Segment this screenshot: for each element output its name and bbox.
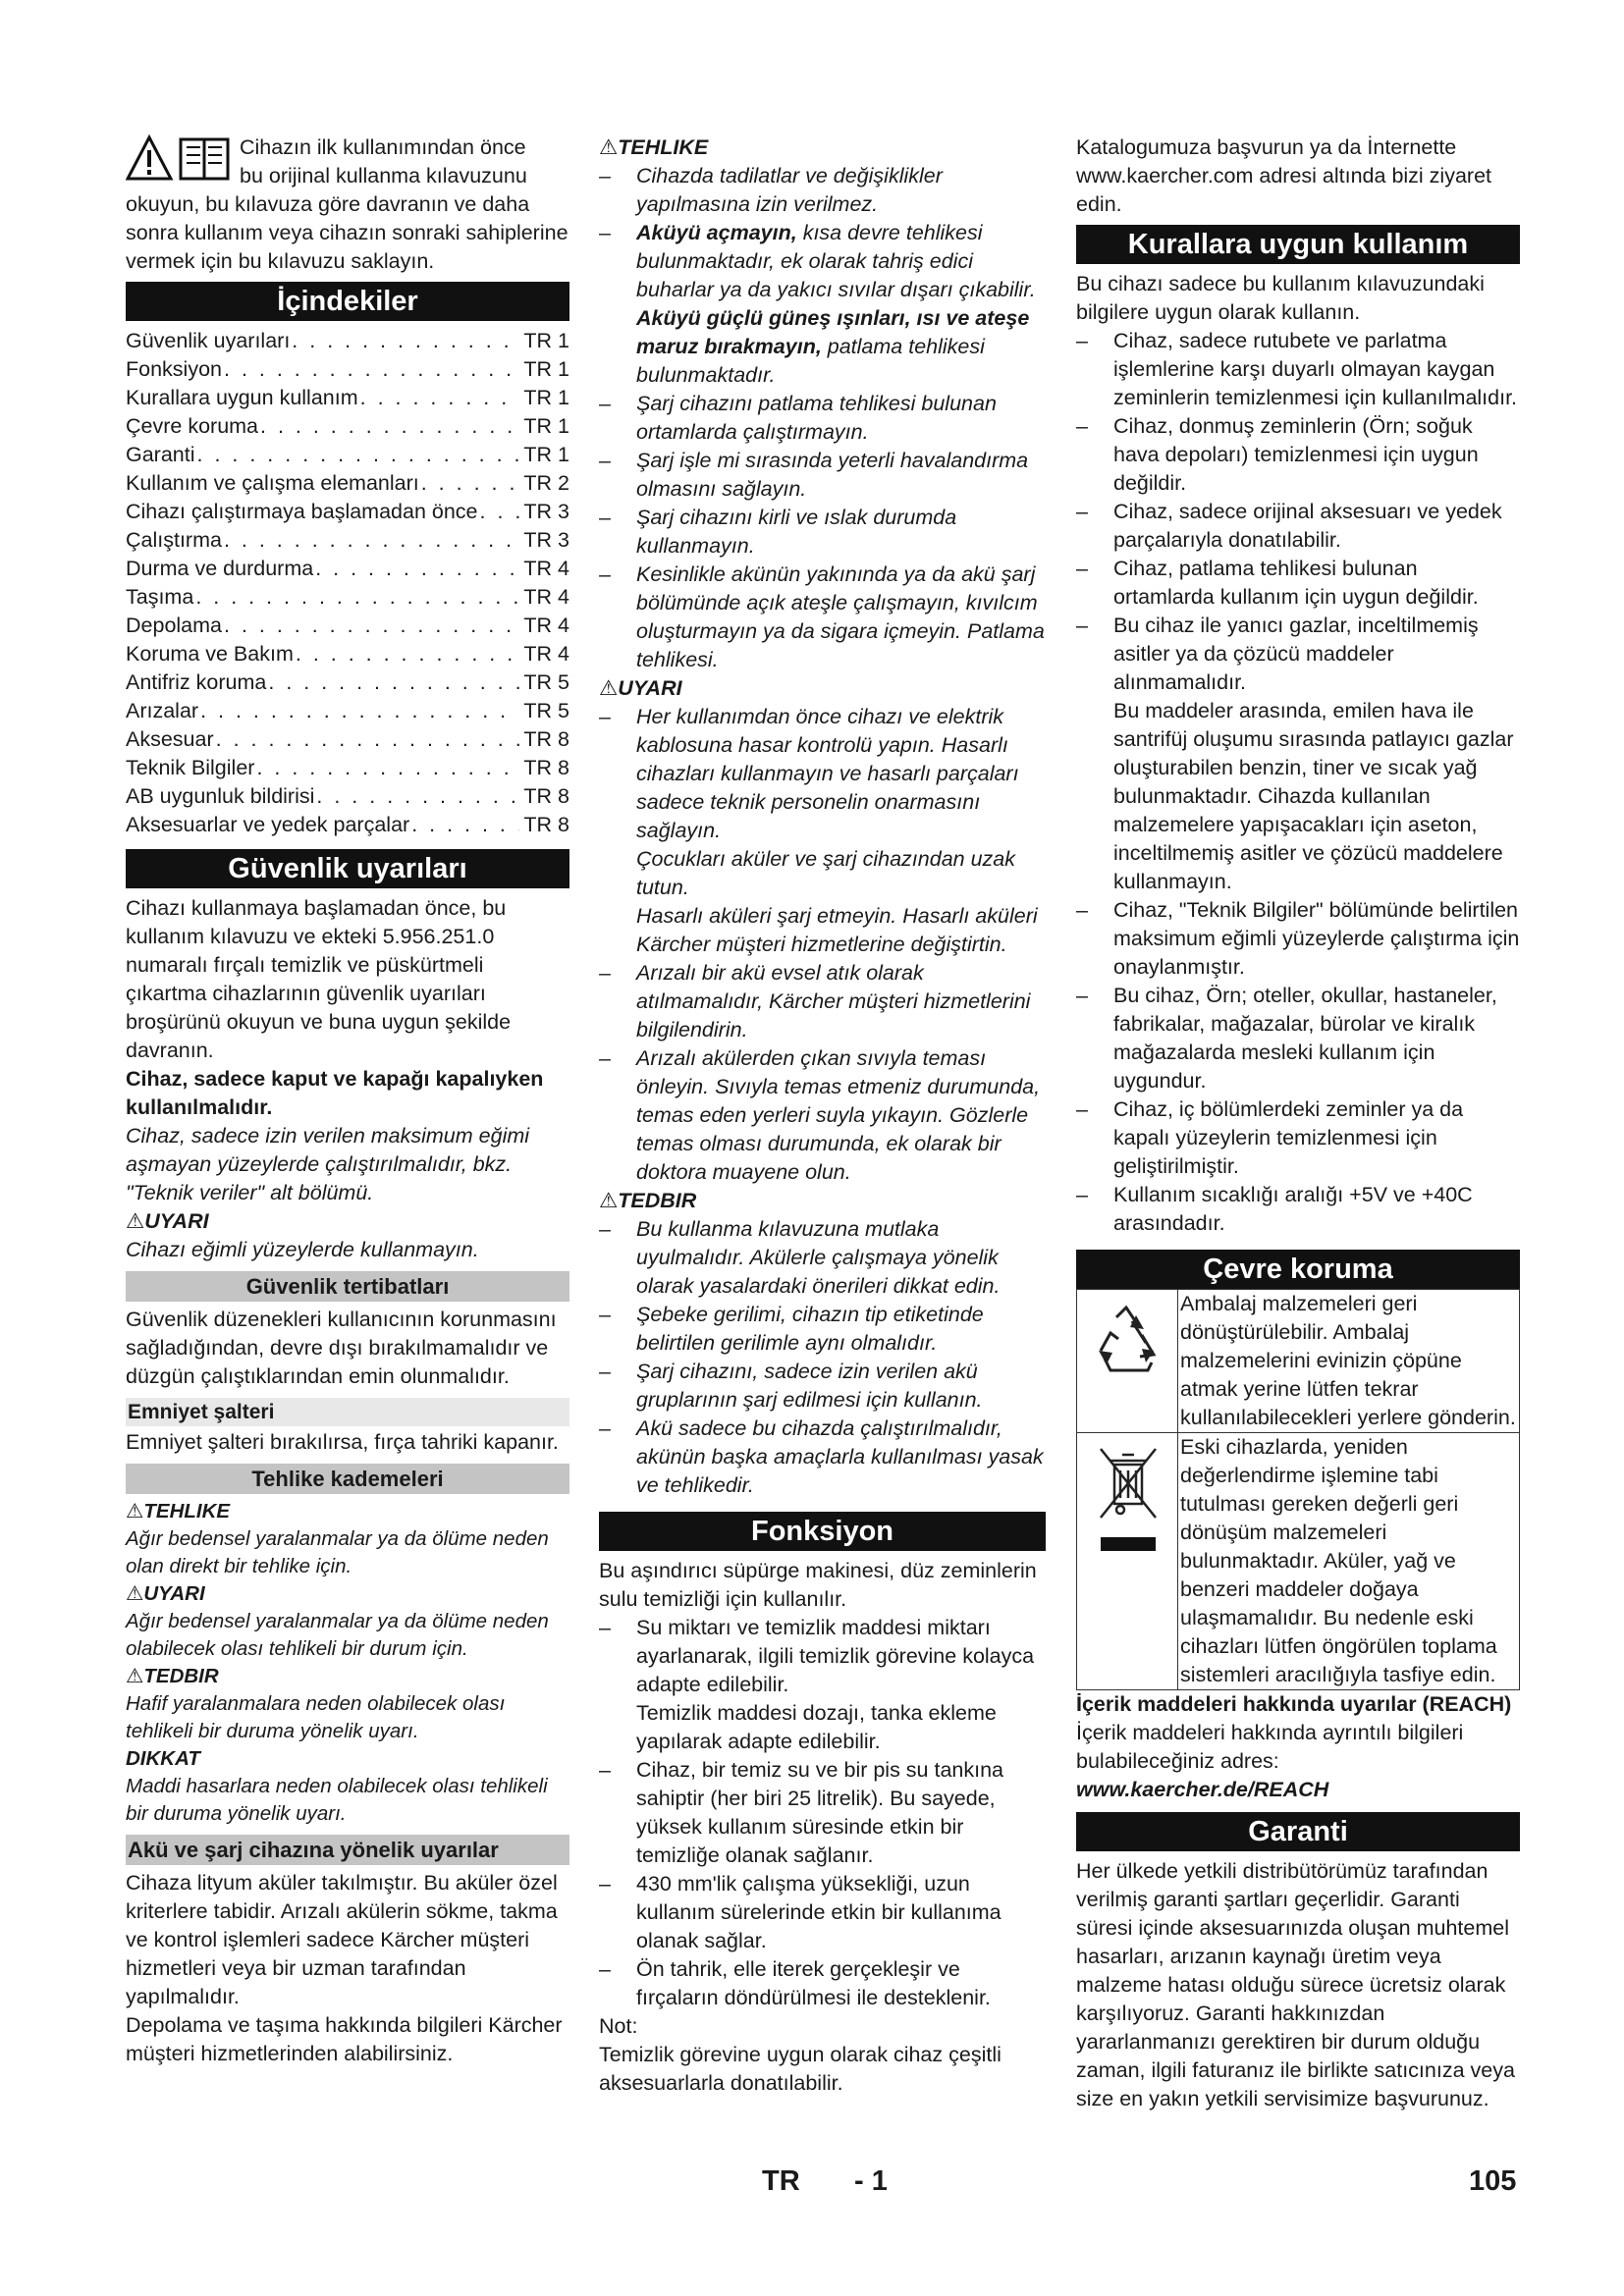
danger-item: – Şarj cihazını kirli ve ıslak durumda kullanmayın. <box>599 504 1046 561</box>
toc-row <box>126 612 569 640</box>
levels-title: Tehlike kademeleri <box>126 1464 569 1494</box>
reach-title: İçerik maddeleri hakkında uyarılar (REACH) <box>1076 1692 1512 1716</box>
warn-item: – Her kullanımdan önce cihazı ve elektrik kablosuna hasar kontrolü yapın. Hasarlı cihazları kullanmayın ve hasarlı parçaları sadece teknik personelin onarmasını sağlayın. <box>599 703 1046 845</box>
level-label: ⚠TEHLIKE <box>126 1500 231 1522</box>
toc-row <box>126 697 569 725</box>
env-row <box>1077 1290 1520 1433</box>
function-title: Fonksiyon <box>599 1512 1046 1551</box>
toc-page: TR 8 <box>523 756 569 779</box>
toc-dots <box>421 469 520 498</box>
toc-dots <box>260 412 519 441</box>
usage-item: – Cihaz, iç bölümlerdeki zeminler ya da kapalı yüzeylerin temizlenmesi için geliştirilmiştir. <box>1076 1095 1520 1181</box>
intro-line1: Cihazın ilk kullanımından önce <box>240 135 526 159</box>
danger-item: – Kesinlikle akünün yakınında ya da akü şarj bölümünde açık ateşle çalışmayın, kıvılcım oluşturmayın ya da sigara içmeyin. Patlama tehlikesi. <box>599 561 1046 674</box>
function-item: – Su miktarı ve temizlik maddesi miktarı ayarlanarak, ilgili temizlik görevine kolayca adapte edilebilir. <box>599 1614 1046 1699</box>
safety-bold-note: Cihaz, sadece kaput ve kapağı kapalıyken kullanılmalıdır. <box>126 1067 544 1119</box>
level-text: Ağır bedensel yaralanmalar ya da ölüme neden olabilecek olası tehlikeli bir durum için. <box>126 1610 549 1660</box>
column-middle <box>599 133 1046 2098</box>
toc-page: TR 1 <box>523 357 569 381</box>
toc-row <box>126 327 569 355</box>
battery-text-2: Depolama ve taşıma hakkında bilgileri Kärcher müşteri hizmetlerinden alabilirsiniz. <box>126 2013 563 2065</box>
note-text: Temizlik görevine uygun olarak cihaz çeşitli aksesuarlarla donatılabilir. <box>599 2043 1001 2095</box>
danger-item-bold-2: Aküyü güçlü güneş ışınları, ısı ve ateşe maruz bırakmayın, <box>636 306 1030 358</box>
toc-page: TR 4 <box>523 557 569 580</box>
safety-title: Güvenlik uyarıları <box>126 849 569 888</box>
toc-row <box>126 498 569 526</box>
toc-label: Cihazı çalıştırmaya başlamadan önce <box>126 500 478 523</box>
catalog-text: Katalogumuza başvurun ya da İnternette www.kaercher.com adresi altında bizi ziyaret edin. <box>1076 135 1492 216</box>
danger-item-text-2: patlama tehlikesi bulunmaktadır. <box>636 335 985 387</box>
danger-item <box>599 219 1046 304</box>
column-left <box>126 133 569 2068</box>
toc-dots <box>268 668 519 697</box>
footer-lang: TR <box>762 2165 800 2197</box>
safety-warn-label: ⚠UYARI <box>126 1209 209 1233</box>
devices-text: Güvenlik düzenekleri kullanıcının korunmasını sağladığından, devre dışı bırakılmamalıdır ve düzgün çalıştıklarından emin olunmalıdır. <box>126 1308 557 1388</box>
caution-item: – Akü sadece bu cihazda çalıştırılmalıdır, akünün başka amaçlarla kullanılması yasak ve tehlikedir. <box>599 1415 1046 1500</box>
toc-page: TR 1 <box>523 329 569 352</box>
toc-label: AB uygunluk bildirisi <box>126 784 315 808</box>
devices-title: Güvenlik tertibatları <box>126 1271 569 1302</box>
function-intro: Bu aşındırıcı süpürge makinesi, düz zeminlerin sulu temizliği için kullanılır. <box>599 1559 1037 1611</box>
toc-label: Kurallara uygun kullanım <box>126 386 358 409</box>
toc-row <box>126 526 569 555</box>
toc-dots <box>316 782 519 811</box>
intro-text: okuyun, bu kılavuza göre davranın ve daha sonra kullanım veya cihazın sonraki sahiplerine vermek için bu kılavuzu saklayın. <box>126 192 568 273</box>
toc-dots <box>256 754 519 782</box>
danger-item: – Cihazda tadilatlar ve değişiklikler yapılmasına izin verilmez. <box>599 162 1046 219</box>
toc-label: Aksesuarlar ve yedek parçalar <box>126 813 410 836</box>
toc-dots <box>480 498 520 526</box>
battery-text: Cihaza lityum aküler takılmıştır. Bu aküler özel kriterlere tabidir. Arızalı akülerin sökme, takma ve kontrol işlemleri sadece Kärcher müşteri hizmetleri veya bir uzman tarafından yapılmalıdır. <box>126 1871 558 2008</box>
usage-item: – Kullanım sıcaklığı aralığı +5V ve +40C arasındadır. <box>1076 1181 1520 1238</box>
toc-label: Taşıma <box>126 585 194 609</box>
level-text: Ağır bedensel yaralanmalar ya da ölüme neden olan direkt bir tehlike için. <box>126 1527 549 1577</box>
usage-item: – Bu cihaz ile yanıcı gazlar, inceltilmemiş asitler ya da çözücü maddeler alınmamalıdır. <box>1076 612 1520 697</box>
switch-text: Emniyet şalteri bırakılırsa, fırça tahriki kapanır. <box>126 1430 559 1454</box>
toc-label: Aksesuar <box>126 727 214 751</box>
caution-list <box>599 1215 1046 1500</box>
env-table <box>1076 1289 1520 1690</box>
toc-dots <box>296 640 520 668</box>
toc-dots <box>195 583 519 612</box>
toc-dots <box>315 555 519 583</box>
usage-item-extra: Bu maddeler arasında, emilen hava ile santrifüj oluşumu sırasında patlayıcı gazlar oluşturabilen benzin, tiner ve sıcak yağ bulunmaktadır. Cihazda kullanılan malzemelere yapışacakları için aseton, inceltilmemiş asitler ve çözücü maddelere kullanmayın. <box>1113 699 1514 893</box>
toc-page: TR 8 <box>523 813 569 836</box>
danger-item-extra <box>599 304 1046 390</box>
usage-intro: Bu cihazı sadece bu kullanım kılavuzundaki bilgilere uygun olarak kullanın. <box>1076 272 1485 324</box>
level-label: ⚠UYARI <box>126 1582 205 1605</box>
usage-item: – Cihaz, sadece rutubete ve parlatma işlemlerine karşı duyarlı olmayan kaygan zeminlerin temizlenmesi için kullanılmalıdır. <box>1076 327 1520 412</box>
caution-item: – Bu kullanma kılavuzuna mutlaka uyulmalıdır. Akülerle çalışmaya yönelik olarak yasalardaki önerileri dikkat edin. <box>599 1215 1046 1301</box>
toc-label: Garanti <box>126 443 195 466</box>
toc-row <box>126 782 569 811</box>
toc-dots <box>411 811 519 839</box>
toc-row <box>126 754 569 782</box>
toc-page: TR 1 <box>523 386 569 409</box>
usage-item: – Bu cihaz, Örn; oteller, okullar, hastaneler, fabrikalar, mağazalar, bürolar ve kiralık mağazalarda mesleki kullanım için uygundur. <box>1076 982 1520 1095</box>
toc-list <box>126 327 569 839</box>
toc-label: Kullanım ve çalışma elemanları <box>126 471 419 495</box>
toc-row <box>126 640 569 668</box>
toc-dots <box>197 441 520 469</box>
toc-label: Koruma ve Bakım <box>126 642 294 666</box>
intro-block <box>126 133 569 276</box>
toc-row <box>126 469 569 498</box>
toc-label: Arızalar <box>126 699 199 722</box>
usage-list <box>1076 327 1520 697</box>
danger-label: ⚠TEHLIKE <box>599 135 709 159</box>
toc-page: TR 4 <box>523 585 569 609</box>
toc-page: TR 8 <box>523 727 569 751</box>
toc-row <box>126 384 569 412</box>
toc-label: Teknik Bilgiler <box>126 756 255 779</box>
function-item: – Ön tahrik, elle iterek gerçekleşir ve fırçaların döndürülmesi ile desteklenir. <box>599 1955 1046 2012</box>
toc-page: TR 4 <box>523 614 569 637</box>
recycle-icon <box>1093 1306 1162 1382</box>
battery-title: Akü ve şarj cihazına yönelik uyarılar <box>126 1835 569 1865</box>
warn-label: ⚠UYARI <box>599 676 682 700</box>
reach-text: İçerik maddeleri hakkında ayrıntılı bilgileri bulabileceğiniz adres: <box>1076 1721 1464 1773</box>
toc-row <box>126 555 569 583</box>
function-item: – Cihaz, bir temiz su ve bir pis su tankına sahiptir (her biri 25 litrelik). Bu sayede, yüksek kullanım süresinde etkin bir temizliğe olanak sağlanır. <box>599 1756 1046 1870</box>
toc-page: TR 1 <box>523 414 569 438</box>
footer-section-page: - 1 <box>854 2165 888 2197</box>
toc-dots <box>224 526 519 555</box>
toc-page: TR 1 <box>523 443 569 466</box>
safety-intro: Cihazı kullanmaya başlamadan önce, bu kullanım kılavuzu ve ekteki 5.956.251.0 numaralı fırçalı temizlik ve püskürtmeli çıkartma cihazlarının güvenlik uyarıları broşürünü okuyun ve buna uygun şekilde davranın. <box>126 896 512 1062</box>
danger-item-bold: Aküyü açmayın, <box>636 221 797 244</box>
toc-label: Güvenlik uyarıları <box>126 329 291 352</box>
warning-triangle-icon <box>126 133 236 185</box>
env-icon-cell <box>1077 1433 1178 1690</box>
safety-italic-note: Cihaz, sadece izin verilen maksimum eğimi aşmayan yüzeylerde çalıştırılmalıdır, bkz. "Teknik veriler" alt bölümü. <box>126 1124 530 1204</box>
function-item: – 430 mm'lik çalışma yüksekliği, uzun kullanım sürelerinde etkin bir kullanıma olanak sağlar. <box>599 1870 1046 1955</box>
usage-rest-list <box>1076 896 1520 1238</box>
manual-book-icon <box>181 139 228 179</box>
toc-page: TR 8 <box>523 784 569 808</box>
danger-rest-list <box>599 390 1046 674</box>
switch-title: Emniyet şalteri <box>126 1398 569 1426</box>
note-label: Not: <box>599 2014 638 2038</box>
warranty-title: Garanti <box>1076 1812 1520 1851</box>
toc-label: Fonksiyon <box>126 357 222 381</box>
toc-row <box>126 583 569 612</box>
levels-list <box>126 1498 569 1828</box>
toc-row <box>126 725 569 754</box>
caution-item: – Şarj cihazını, sadece izin verilen akü gruplarının şarj edilmesi için kullanın. <box>599 1358 1046 1415</box>
toc-title: İçindekiler <box>126 282 569 321</box>
toc-row <box>126 668 569 697</box>
toc-label: Durma ve durdurma <box>126 557 314 580</box>
env-text: Ambalaj malzemeleri geri dönüştürülebilir. Ambalaj malzemelerini evinizin çöpüne atmak yerine lütfen tekrar kullanılabilecekleri yerlere gönderin. <box>1178 1290 1520 1433</box>
toc-label: Çalıştırma <box>126 528 222 552</box>
reach-url[interactable]: www.kaercher.de/REACH <box>1076 1778 1329 1801</box>
toc-row <box>126 811 569 839</box>
env-row <box>1077 1433 1520 1690</box>
column-right <box>1076 133 1520 2113</box>
warn-item: – Arızalı akülerden çıkan sıvıyla teması önleyin. Sıvıyla temas etmeniz durumunda, temas eden yerleri suyla yıkayın. Gözlerle temas olması durumunda, ek olarak bir doktora muayene olun. <box>599 1044 1046 1187</box>
crossed-bin-icon <box>1093 1441 1162 1569</box>
danger-item-text: kısa devre tehlikesi bulunmaktadır, ek olarak tahriş edici buharlar ya da yakıcı sıvılar dışarı çıkabilir. <box>636 221 1036 301</box>
toc-label: Antifriz koruma <box>126 670 267 694</box>
level-text: Maddi hasarlara neden olabilecek olası tehlikeli bir duruma yönelik uyarı. <box>126 1775 548 1825</box>
caution-item: – Şebeke gerilimi, cihazın tip etiketinde belirtilen gerilimle aynı olmalıdır. <box>599 1301 1046 1358</box>
toc-dots <box>216 725 520 754</box>
toc-page: TR 5 <box>523 670 569 694</box>
toc-row <box>126 355 569 384</box>
warn-item: – Arızalı bir akü evsel atık olarak atılmamalıdır, Kärcher müşteri hizmetlerini bilgilendirin. <box>599 959 1046 1044</box>
env-icon-cell <box>1077 1290 1178 1433</box>
level-label: ⚠TEDBIR <box>126 1665 219 1687</box>
usage-item: – Cihaz, "Teknik Bilgiler" bölümünde belirtilen maksimum eğimli yüzeylerde çalıştırma için onaylanmıştır. <box>1076 896 1520 982</box>
warranty-text: Her ülkede yetkili distribütörümüz tarafından verilmiş garanti şartları geçerlidir. Garanti süresi içinde aksesuarınızda oluşan muhtemel hasarları, arızanın kaynağı üretim veya malzeme hatası olduğu sürece ücretsiz olarak karşılıyoruz. Garanti hakkınızdan yararlanmanızı gerektiren bir durum olduğu zaman, ilgili faturanız ile birlikte satıcınıza veya size en yakın yetkili servisimize başvurunuz. <box>1076 1859 1515 2110</box>
level-label: DIKKAT <box>126 1747 200 1770</box>
toc-page: TR 4 <box>523 642 569 666</box>
toc-row <box>126 441 569 469</box>
intro-icons <box>126 133 236 187</box>
toc-label: Çevre koruma <box>126 414 259 438</box>
caution-label: ⚠TEDBIR <box>599 1189 697 1212</box>
toc-page: TR 5 <box>523 699 569 722</box>
danger-item: – Şarj cihazını patlama tehlikesi bulunan ortamlarda çalıştırmayın. <box>599 390 1046 447</box>
toc-row <box>126 412 569 441</box>
level-text: Hafif yaralanmalara neden olabilecek olası tehlikeli bir duruma yönelik uyarı. <box>126 1692 506 1742</box>
env-title: Çevre koruma <box>1076 1250 1520 1289</box>
warn-rest-list <box>599 959 1046 1187</box>
page-number: 105 <box>1469 2165 1517 2197</box>
danger-item: – Şarj işle mi sırasında yeterli havalandırma olmasını sağlayın. <box>599 447 1046 504</box>
env-text: Eski cihazlarda, yeniden değerlendirme işlemine tabi tutulması gereken değerli geri dönüşüm malzemeleri bulunmaktadır. Aküler, yağ ve benzeri maddeler doğaya ulaşmamalıdır. Bu nedenle eski cihazları lütfen öngörülen toplama sistemleri aracılığıyla tasfiye edin. <box>1178 1433 1520 1690</box>
warn-item-extra: Hasarlı aküleri şarj etmeyin. Hasarlı aküleri Kärcher müşteri hizmetlerine değiştirtin. <box>636 904 1038 956</box>
toc-label: Depolama <box>126 614 222 637</box>
toc-dots <box>292 327 519 355</box>
function-item-extra: Temizlik maddesi dozajı, tanka ekleme yapılarak adapte edilebilir. <box>636 1701 997 1753</box>
usage-item: – Cihaz, sadece orijinal aksesuarı ve yedek parçalarıyla donatılabilir. <box>1076 498 1520 555</box>
toc-dots <box>200 697 519 725</box>
intro-line2: bu orijinal kullanma kılavuzunu <box>240 164 527 187</box>
toc-dots <box>224 612 519 640</box>
toc-page: TR 3 <box>523 528 569 552</box>
toc-dots <box>224 355 519 384</box>
safety-warn-text: Cihazı eğimli yüzeylerde kullanmayın. <box>126 1238 479 1261</box>
usage-title: Kurallara uygun kullanım <box>1076 225 1520 264</box>
usage-item: – Cihaz, donmuş zeminlerin (Örn; soğuk hava depoları) temizlenmesi için uygun değildir. <box>1076 412 1520 498</box>
toc-page: TR 2 <box>523 471 569 495</box>
usage-item: – Cihaz, patlama tehlikesi bulunan ortamlarda kullanım için uygun değildir. <box>1076 555 1520 612</box>
warn-item-extra: Çocukları aküler ve şarj cihazından uzak tutun. <box>636 847 1015 899</box>
toc-dots <box>360 384 520 412</box>
toc-page: TR 3 <box>523 500 569 523</box>
